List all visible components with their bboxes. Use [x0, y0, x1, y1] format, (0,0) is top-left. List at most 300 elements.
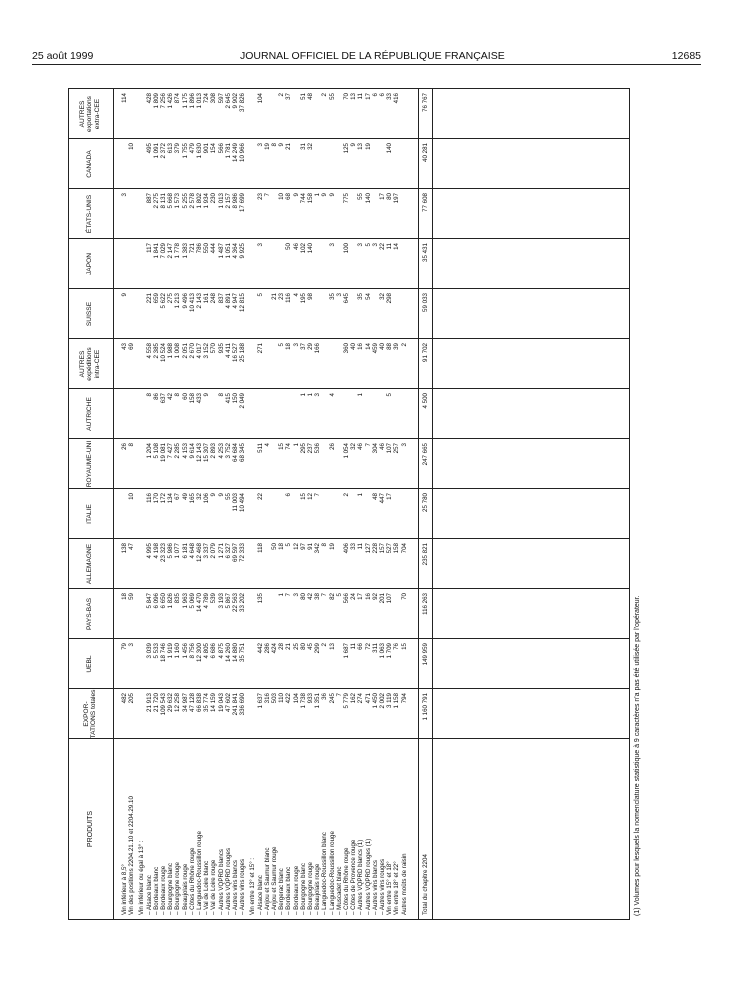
cell-value: 149 959 — [421, 643, 429, 666]
cell-value: 566 — [343, 593, 350, 604]
cell-value: 80 — [386, 193, 394, 200]
cell-value: 7 — [321, 593, 329, 597]
cell-value: 35 — [328, 293, 336, 300]
cell-value: 3 — [357, 243, 365, 247]
cell-value: 25 — [292, 643, 300, 650]
cell-value: 10 524 — [160, 343, 167, 362]
cell-value: 109 543 — [160, 693, 167, 716]
cell-value: 237 — [307, 443, 314, 454]
cell-value: 16 — [364, 593, 372, 600]
cell-value: 18 — [121, 593, 128, 600]
cell-value: 1 738 — [299, 693, 307, 709]
cell-value: 4 — [263, 443, 271, 447]
cell-value: 874 — [174, 93, 182, 104]
cell-value: 104 — [256, 93, 264, 104]
cell-value: 67 — [174, 493, 182, 500]
table-row — [372, 89, 379, 919]
cell-value: 3 — [256, 143, 264, 147]
row-label: Total du chapitre 2204 — [421, 854, 429, 915]
cell-value: 3 — [335, 293, 343, 297]
cell-value: 9 — [328, 193, 336, 197]
cell-value: 195 — [299, 293, 307, 304]
cell-value: 9 — [203, 393, 211, 397]
cell-value: 659 — [152, 293, 160, 304]
cell-value: 17 — [379, 193, 386, 200]
cell-value: 23 323 — [160, 543, 167, 562]
table-row — [121, 89, 128, 919]
cell-value: 3 — [256, 243, 264, 247]
cell-value: 21 913 — [145, 693, 153, 712]
cell-value: 9 — [350, 143, 358, 147]
cell-value: 901 — [203, 143, 211, 154]
cell-value: 6 — [285, 493, 293, 497]
cell-value: 5 — [364, 243, 372, 247]
table-row — [278, 89, 285, 919]
cell-value: 299 — [314, 643, 322, 654]
row-label: – Languedoc-Roussillon blanc — [321, 832, 329, 915]
cell-value: 9 — [210, 493, 218, 497]
cell-value: 342 — [314, 543, 322, 554]
cell-value: 47 — [128, 543, 136, 550]
cell-value: 308 — [210, 93, 218, 104]
cell-value: 7 427 — [167, 443, 175, 459]
cell-value: 645 — [343, 293, 350, 304]
cell-value: 4 947 — [232, 293, 239, 309]
cell-value: 37 826 — [239, 93, 247, 112]
cell-value: 295 — [299, 443, 307, 454]
cell-value: 6 — [371, 93, 379, 97]
cell-value: 15 307 — [203, 443, 211, 462]
cell-value: 48 — [307, 93, 314, 100]
cell-value: 29 — [307, 343, 314, 350]
cell-value: 82 — [328, 593, 336, 600]
cell-value: 70 — [400, 593, 408, 600]
cell-value: 1 063 — [379, 643, 386, 659]
cell-value: 50 — [285, 243, 293, 250]
cell-value: 104 — [292, 693, 300, 704]
row-label: – Bordeaux rouge — [292, 865, 300, 915]
cell-value: 1 — [357, 393, 365, 397]
total-row — [422, 89, 429, 919]
cell-value: 6 181 — [181, 543, 189, 559]
cell-value: 2 670 — [188, 343, 196, 359]
cell-value: 9 — [217, 493, 225, 497]
cell-value: 205 — [128, 693, 136, 704]
cell-value: 2 578 — [188, 193, 196, 209]
cell-value: 4 198 — [152, 543, 160, 559]
cell-value: 201 — [379, 593, 386, 604]
cell-value: 140 — [364, 193, 372, 204]
cell-value: 77 608 — [421, 193, 429, 212]
cell-value: 9 925 — [239, 243, 247, 259]
column-header: AUTRES exportations extra-CEE — [79, 96, 101, 132]
cell-value: 32 — [379, 293, 386, 300]
cell-value: 19 — [328, 543, 336, 550]
cell-value: 59 033 — [421, 293, 429, 312]
column-header: PAYS-BAS — [86, 598, 94, 631]
cell-value: 14 159 — [210, 693, 218, 712]
cell-value: 91 702 — [421, 343, 429, 362]
cell-value: 79 — [121, 643, 128, 650]
cell-value: 35 774 — [203, 693, 211, 712]
cell-value: 2 143 — [196, 293, 203, 309]
cell-value: 107 — [386, 593, 394, 604]
cell-value: 69 — [128, 343, 136, 350]
cell-value: 7 — [335, 693, 343, 697]
cell-value: 8 — [145, 393, 153, 397]
cell-value: 16 527 — [232, 343, 239, 362]
cell-value: 379 — [174, 143, 182, 154]
table-row — [203, 89, 210, 919]
row-label: – Alsace blanc — [256, 875, 264, 915]
cell-value: 5 — [278, 343, 286, 347]
cell-value: 4 411 — [224, 343, 232, 359]
cell-value: 3 — [292, 343, 300, 347]
cell-value: 2 385 — [152, 343, 160, 359]
table-row — [146, 89, 153, 919]
cell-value: 1 051 — [224, 243, 232, 259]
cell-value: 1 091 — [152, 143, 160, 159]
table-row — [343, 89, 350, 919]
cell-value: 98 — [307, 293, 314, 300]
cell-value: 3 193 — [217, 593, 225, 609]
cell-value: 158 — [307, 193, 314, 204]
row-label: – Anjou et Saumur blanc — [263, 847, 271, 915]
cell-value: 8 131 — [160, 193, 167, 209]
column-header: UEBL — [86, 655, 94, 673]
cell-value: 102 — [299, 243, 307, 254]
cell-value: 286 — [263, 643, 271, 654]
cell-value: 5 255 — [181, 193, 189, 209]
cell-value: 275 — [167, 293, 175, 304]
row-label: – Beaujolais rouge — [314, 863, 322, 915]
table-row — [128, 89, 135, 919]
table-row — [160, 89, 167, 919]
cell-value: 933 — [307, 693, 314, 704]
cell-value: 2 — [343, 493, 350, 497]
cell-value: 29 632 — [167, 693, 175, 712]
cell-value: 5 847 — [145, 593, 153, 609]
cell-value: 70 — [343, 93, 350, 100]
cell-value: 7 — [285, 593, 293, 597]
cell-value: 1 487 — [217, 243, 225, 259]
cell-value: 8 — [128, 443, 136, 447]
table-row — [249, 89, 256, 919]
table-row — [321, 89, 328, 919]
cell-value: 50 — [271, 543, 278, 550]
cell-value: 3 — [328, 243, 336, 247]
cell-value: 1 841 — [152, 243, 160, 259]
column-header: AUTRES expéditions intra-CEE — [79, 347, 101, 381]
cell-value: 10 966 — [239, 143, 247, 162]
cell-value: 35 751 — [239, 643, 247, 662]
header-rule — [32, 64, 701, 65]
cell-value: 10 — [128, 143, 136, 150]
cell-value: 775 — [343, 193, 350, 204]
cell-value: 274 — [357, 693, 365, 704]
cell-value: 2 147 — [167, 243, 175, 259]
cell-value: 49 — [181, 493, 189, 500]
header-page-number: 12685 — [671, 50, 701, 62]
table-row — [307, 89, 314, 919]
cell-value: 536 — [314, 443, 322, 454]
cell-value: 4 253 — [217, 443, 225, 459]
cell-value: 503 — [271, 693, 278, 704]
cell-value: 1 456 — [181, 643, 189, 659]
cell-value: 80 — [299, 593, 307, 600]
cell-value: 566 — [217, 143, 225, 154]
table-row — [350, 89, 357, 919]
cell-value: 424 — [271, 643, 278, 654]
cell-value: 14 — [364, 343, 372, 350]
cell-value: 22 — [256, 493, 264, 500]
cell-value: 1 963 — [181, 593, 189, 609]
table-row — [138, 89, 145, 919]
cell-value: 33 — [386, 93, 394, 100]
cell-value: 37 — [299, 343, 307, 350]
cell-value: 1 — [307, 393, 314, 397]
cell-value: 12 — [307, 493, 314, 500]
cell-value: 16 — [357, 343, 365, 350]
cell-value: 15 — [299, 493, 307, 500]
cell-value: 12 — [292, 543, 300, 550]
cell-value: 5 069 — [188, 593, 196, 609]
cell-value: 786 — [196, 243, 203, 254]
cell-value: 2 049 — [239, 393, 247, 409]
row-label: – Alsace blanc — [145, 875, 153, 915]
cell-value: 125 — [343, 143, 350, 154]
row-label: – Bordeaux rouge — [160, 865, 167, 915]
cell-value: 1 630 — [196, 143, 203, 159]
cell-value: 3 — [314, 393, 322, 397]
table-row — [196, 89, 203, 919]
cell-value: 471 — [364, 693, 372, 704]
cell-value: 4 891 — [224, 293, 232, 309]
cell-value: 4 — [292, 293, 300, 297]
cell-value: 235 821 — [421, 543, 429, 566]
cell-value: 80 — [299, 643, 307, 650]
cell-value: 9 902 — [232, 93, 239, 109]
cell-value: 1 158 — [393, 693, 401, 709]
cell-value: 1 160 791 — [421, 693, 429, 721]
cell-value: 7 256 — [160, 93, 167, 109]
cell-value: 570 — [210, 343, 218, 354]
cell-value: 10 — [278, 193, 286, 200]
total-rule-line — [418, 89, 419, 919]
cell-value: 5 108 — [152, 443, 160, 459]
cell-value: 68 345 — [239, 443, 247, 462]
cell-value: 47 128 — [188, 693, 196, 712]
table-row — [239, 89, 246, 919]
cell-value: 45 — [307, 643, 314, 650]
cell-value: 1 008 — [174, 343, 182, 359]
cell-value: 116 — [145, 493, 153, 503]
cell-value: 2 — [278, 93, 286, 97]
cell-value: 110 — [278, 693, 286, 703]
cell-value: 170 — [152, 493, 160, 504]
cell-value: 72 — [364, 643, 372, 650]
cell-value: 1 896 — [188, 93, 196, 109]
cell-value: 597 — [217, 93, 225, 104]
cell-value: 107 — [386, 443, 394, 454]
header-rule-line — [113, 89, 114, 919]
cell-value: 447 — [379, 493, 386, 504]
cell-value: 18 746 — [160, 643, 167, 662]
row-label: – Beaujolais rouge — [181, 863, 189, 915]
row-label: – Bourgogne rouge — [307, 862, 314, 915]
cell-value: 26 — [121, 443, 128, 450]
cell-value: 304 — [371, 443, 379, 454]
table-row — [225, 89, 232, 919]
cell-value: 2 645 — [224, 93, 232, 109]
cell-value: 35 431 — [421, 243, 429, 262]
cell-value: 13 — [328, 643, 336, 650]
cell-value: 271 — [256, 343, 264, 354]
column-header: JAPON — [86, 253, 94, 275]
table-row — [300, 89, 307, 919]
cell-value: 32 — [196, 493, 203, 500]
cell-value: 162 — [350, 693, 358, 704]
cell-value: 613 — [167, 143, 175, 154]
row-label: – Bordeaux blanc — [152, 866, 160, 915]
cell-value: 1 383 — [181, 243, 189, 259]
column-header: AUTRICHE — [86, 397, 94, 431]
cell-value: 97 — [299, 543, 307, 550]
cell-value: 55 — [357, 193, 365, 200]
cell-value: 42 — [307, 593, 314, 600]
row-label: Vin inférieur à 8,5° — [121, 864, 128, 915]
cell-value: 11 003 — [232, 493, 239, 512]
cell-value: 127 — [364, 543, 372, 554]
cell-value: 116 — [285, 293, 293, 303]
cell-value: 46 — [379, 443, 386, 450]
cell-value: 28 — [278, 643, 286, 650]
cell-value: 9 — [121, 293, 128, 297]
cell-value: 4 995 — [145, 543, 153, 559]
cell-value: 150 — [232, 393, 239, 404]
cell-value: 24 — [350, 593, 358, 600]
table-row — [167, 89, 174, 919]
cell-value: 5 — [386, 393, 394, 397]
cell-value: 8 756 — [188, 643, 196, 659]
table-row — [182, 89, 189, 919]
cell-value: 1 809 — [152, 93, 160, 109]
cell-value: 74 — [285, 443, 293, 450]
cell-value: 1 — [292, 443, 300, 447]
cell-value: 86 — [152, 393, 160, 400]
row-label: Vin entre 18° et 22° — [393, 861, 401, 915]
column-header: ALLEMAGNE — [86, 543, 94, 585]
cell-value: 1 013 — [196, 93, 203, 109]
cell-value: 406 — [343, 543, 350, 554]
table-row — [329, 89, 336, 919]
cell-value: 17 699 — [239, 193, 247, 212]
cell-value: 22 — [379, 243, 386, 250]
cell-value: 336 690 — [239, 693, 247, 716]
cell-value: 2 — [400, 343, 408, 347]
cell-value: 88 — [386, 343, 394, 350]
cell-value: 161 — [203, 293, 211, 304]
table-row — [232, 89, 239, 919]
cell-value: 1 351 — [314, 693, 322, 709]
cell-value: 43 — [121, 343, 128, 350]
row-label: – Bourgogne blanc — [299, 863, 307, 915]
cell-value: 55 — [328, 93, 336, 100]
cell-value: 36 — [321, 693, 329, 700]
cell-value: 245 — [328, 693, 336, 704]
cell-value: 3 — [371, 243, 379, 247]
cell-value: 1 988 — [167, 343, 175, 359]
row-label: Vin des positions 2204.21.10 et 2204.29.10 — [128, 796, 136, 915]
cell-value: 19 081 — [160, 443, 167, 462]
total-rule-line — [432, 89, 433, 919]
cell-value: 40 281 — [421, 143, 429, 162]
table-row — [386, 89, 393, 919]
cell-value: 837 — [217, 293, 225, 304]
row-label: – Bordeaux blanc — [285, 866, 293, 915]
cell-value: 31 — [299, 143, 307, 150]
cell-value: 8 — [217, 393, 225, 397]
cell-value: 135 — [256, 593, 264, 604]
cell-value: 76 767 — [421, 93, 429, 112]
cell-value: 18 — [285, 343, 293, 350]
cell-value: 6 327 — [224, 543, 232, 559]
cell-value: 64 684 — [232, 443, 239, 462]
cell-value: 68 — [285, 193, 293, 200]
cell-value: 3 — [121, 193, 128, 197]
cell-value: 106 — [203, 493, 211, 504]
cell-value: 6 650 — [160, 593, 167, 609]
cell-value: 12 300 — [196, 643, 203, 662]
cell-value: 298 — [386, 293, 394, 304]
row-label: – Autres VQPRD rouges — [224, 847, 232, 915]
cell-value: 3 — [128, 643, 136, 647]
cell-value: 21 — [271, 293, 278, 300]
table-row — [365, 89, 372, 919]
row-label: Vin entre 15° et 18° — [386, 861, 394, 915]
cell-value: 1 919 — [167, 643, 175, 659]
table-row — [174, 89, 181, 919]
cell-value: 6 686 — [210, 643, 218, 659]
cell-value: 9 — [321, 193, 329, 197]
cell-value: 4 364 — [232, 243, 239, 259]
cell-value: 8 — [174, 393, 182, 397]
cell-value: 416 — [393, 93, 401, 104]
cell-value: 116 263 — [421, 593, 429, 615]
cell-value: 1 — [357, 493, 365, 497]
cell-value: 17 — [364, 93, 372, 100]
cell-value: 25 780 — [421, 493, 429, 512]
cell-value: 1 802 — [196, 193, 203, 209]
table-row — [357, 89, 364, 919]
cell-value: 7 — [314, 493, 322, 497]
cell-value: 527 — [386, 543, 394, 554]
cell-value: 1 175 — [181, 93, 189, 109]
cell-value: 724 — [203, 93, 211, 104]
table-row — [218, 89, 225, 919]
row-label: – Val de Loire blanc — [203, 860, 211, 915]
cell-value: 1 778 — [174, 243, 182, 259]
cell-value: 1 — [314, 193, 322, 197]
cell-value: 166 — [314, 343, 322, 354]
cell-value: 5 533 — [152, 643, 160, 659]
cell-value: 2 — [321, 93, 329, 97]
cell-value: 5 668 — [167, 193, 175, 209]
cell-value: 32 — [307, 143, 314, 150]
cell-value: 1 573 — [174, 193, 182, 209]
cell-value: 744 — [299, 193, 307, 204]
cell-value: 7 029 — [160, 243, 167, 259]
